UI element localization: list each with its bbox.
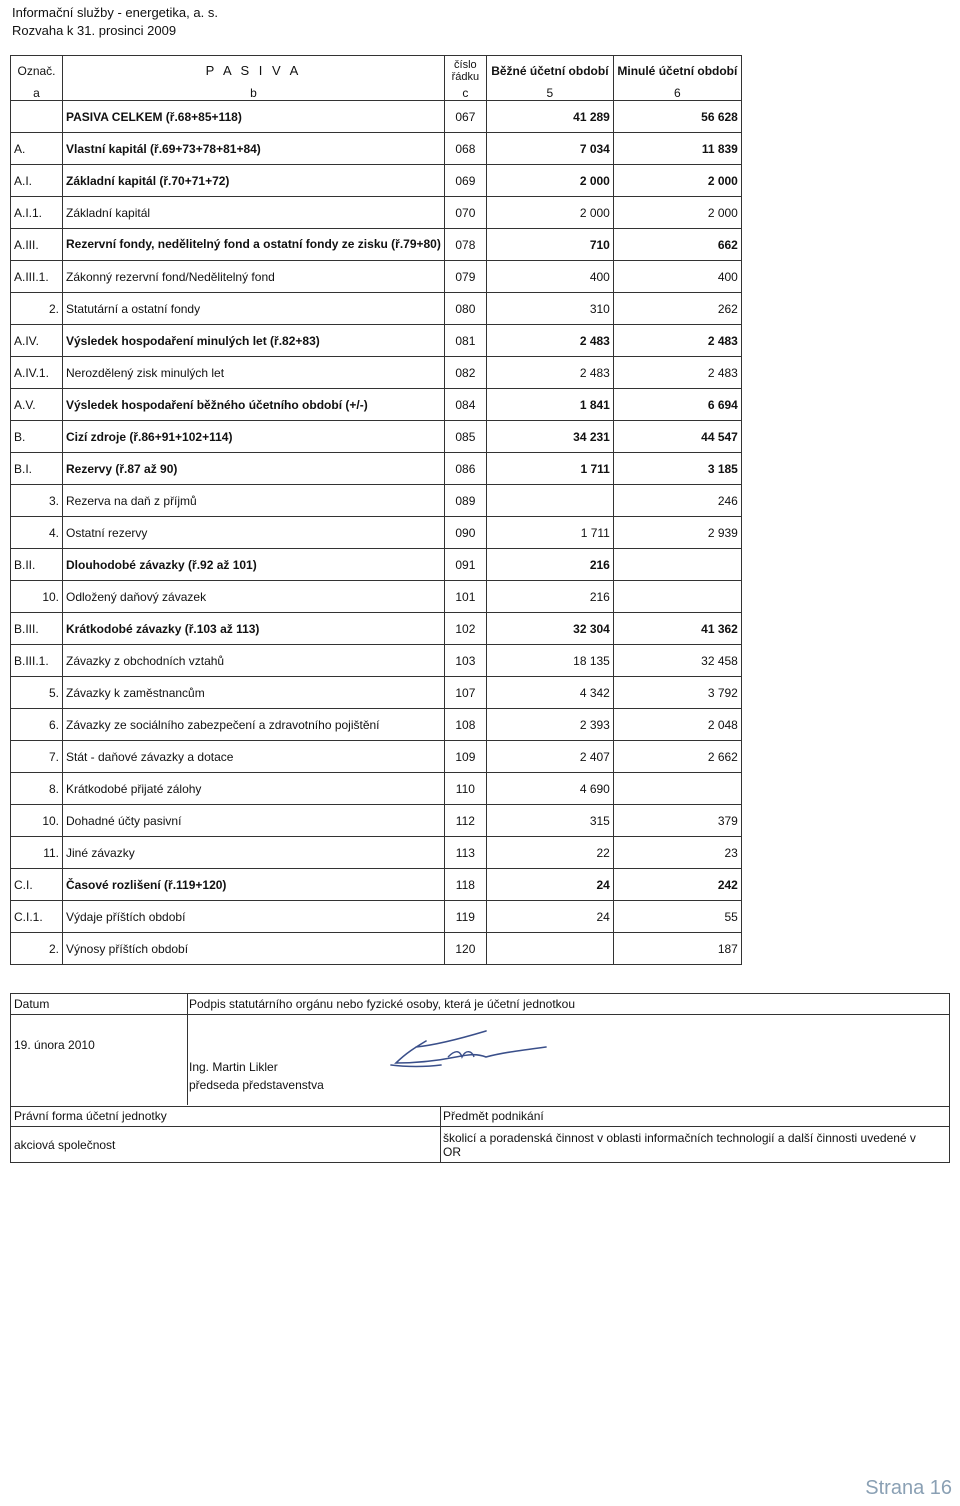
row-current: 41 289 — [486, 101, 613, 133]
row-name: Základní kapitál (ř.70+71+72) — [63, 165, 445, 197]
predmet-value: školicí a poradenská činnost v oblasti informačních technologií a další činnosti uvedené v OR — [443, 1131, 916, 1159]
row-mark: 3. — [11, 485, 63, 517]
row-name: Cizí zdroje (ř.86+91+102+114) — [63, 421, 445, 453]
row-code: 085 — [444, 421, 486, 453]
row-previous: 187 — [613, 933, 741, 965]
col-letter-c: c — [444, 86, 486, 101]
row-mark: A.I. — [11, 165, 63, 197]
row-code: 082 — [444, 357, 486, 389]
row-current: 7 034 — [486, 133, 613, 165]
row-name: Závazky ze sociálního zabezpečení a zdravotního pojištění — [63, 709, 445, 741]
row-code: 080 — [444, 293, 486, 325]
row-previous: 2 048 — [613, 709, 741, 741]
row-previous: 23 — [613, 837, 741, 869]
row-current: 2 000 — [486, 197, 613, 229]
row-name: Výdaje příštích období — [63, 901, 445, 933]
table-row — [11, 581, 742, 613]
row-mark: A. — [11, 133, 63, 165]
row-name: Vlastní kapitál (ř.69+73+78+81+84) — [63, 133, 445, 165]
row-previous: 2 939 — [613, 517, 741, 549]
row-previous — [613, 549, 741, 581]
table-row — [11, 869, 742, 901]
row-mark: 2. — [11, 933, 63, 965]
col-header-bezne: Běžné účetní období — [486, 56, 613, 87]
row-current: 2 407 — [486, 741, 613, 773]
row-name: Krátkodobé závazky (ř.103 až 113) — [63, 613, 445, 645]
row-current: 32 304 — [486, 613, 613, 645]
row-mark: B.III. — [11, 613, 63, 645]
row-previous: 246 — [613, 485, 741, 517]
row-code: 118 — [444, 869, 486, 901]
row-previous: 56 628 — [613, 101, 741, 133]
row-mark: 5. — [11, 677, 63, 709]
table-row — [11, 389, 742, 421]
table-row — [11, 837, 742, 869]
col-letter-e: 6 — [613, 86, 741, 101]
row-name: Výsledek hospodaření minulých let (ř.82+83) — [63, 325, 445, 357]
row-code: 102 — [444, 613, 486, 645]
person-name: Ing. Martin Likler — [189, 1060, 278, 1074]
row-name: Výsledek hospodaření běžného účetního období (+/-) — [63, 389, 445, 421]
row-name: Výnosy příštích období — [63, 933, 445, 965]
row-name: Jiné závazky — [63, 837, 445, 869]
row-code: 113 — [444, 837, 486, 869]
row-code: 068 — [444, 133, 486, 165]
row-previous: 44 547 — [613, 421, 741, 453]
row-current: 22 — [486, 837, 613, 869]
row-current — [486, 485, 613, 517]
row-name: Statutární a ostatní fondy — [63, 293, 445, 325]
row-name: Rezervy (ř.87 až 90) — [63, 453, 445, 485]
row-code: 119 — [444, 901, 486, 933]
row-name: Dlouhodobé závazky (ř.92 až 101) — [63, 549, 445, 581]
row-current: 315 — [486, 805, 613, 837]
row-previous: 2 000 — [613, 165, 741, 197]
row-code: 067 — [444, 101, 486, 133]
row-code: 090 — [444, 517, 486, 549]
row-current: 4 342 — [486, 677, 613, 709]
row-previous: 32 458 — [613, 645, 741, 677]
table-row — [11, 357, 742, 389]
pravni-forma-value: akciová společnost — [14, 1138, 116, 1152]
row-previous: 262 — [613, 293, 741, 325]
row-code: 070 — [444, 197, 486, 229]
row-current: 18 135 — [486, 645, 613, 677]
row-previous: 2 662 — [613, 741, 741, 773]
row-current: 2 393 — [486, 709, 613, 741]
row-name: Nerozdělený zisk minulých let — [63, 357, 445, 389]
row-previous: 379 — [613, 805, 741, 837]
row-code: 079 — [444, 261, 486, 293]
row-current: 1 711 — [486, 517, 613, 549]
row-mark — [11, 101, 63, 133]
row-name: Rezerva na daň z příjmů — [63, 485, 445, 517]
row-name: PASIVA CELKEM (ř.68+85+118) — [63, 101, 445, 133]
row-mark: 2. — [11, 293, 63, 325]
table-row — [11, 261, 742, 293]
row-code: 086 — [444, 453, 486, 485]
row-code: 120 — [444, 933, 486, 965]
podpis-label: Podpis statutárního orgánu nebo fyzické osoby, která je účetní jednotkou — [189, 997, 576, 1011]
row-name: Krátkodobé přijaté zálohy — [63, 773, 445, 805]
row-current: 4 690 — [486, 773, 613, 805]
row-name: Základní kapitál — [63, 197, 445, 229]
row-code: 084 — [444, 389, 486, 421]
row-name: Odložený daňový závazek — [63, 581, 445, 613]
row-mark: C.I. — [11, 869, 63, 901]
table-row — [11, 165, 742, 197]
row-current: 24 — [486, 901, 613, 933]
table-row — [11, 453, 742, 485]
row-mark: B. — [11, 421, 63, 453]
person-role: předseda představenstva — [189, 1078, 324, 1092]
col-header-oznac: Označ. — [11, 56, 63, 87]
row-code: 107 — [444, 677, 486, 709]
row-code: 078 — [444, 229, 486, 261]
col-header-minule: Minulé účetní období — [613, 56, 741, 87]
company-name: Informační služby - energetika, a. s. — [12, 5, 218, 20]
row-name: Stát - daňové závazky a dotace — [63, 741, 445, 773]
row-code: 091 — [444, 549, 486, 581]
row-previous: 2 483 — [613, 325, 741, 357]
statement-title: Rozvaha k 31. prosinci 2009 — [12, 23, 177, 38]
row-mark: C.I.1. — [11, 901, 63, 933]
row-mark: 7. — [11, 741, 63, 773]
row-current: 216 — [486, 581, 613, 613]
row-previous: 400 — [613, 261, 741, 293]
row-code: 112 — [444, 805, 486, 837]
row-previous: 662 — [613, 229, 741, 261]
col-header-cislo-radku: číslo řádku — [444, 56, 486, 87]
row-mark: A.III.1. — [11, 261, 63, 293]
row-mark: A.I.1. — [11, 197, 63, 229]
row-previous: 6 694 — [613, 389, 741, 421]
signature-block — [10, 993, 950, 1163]
table-row — [11, 293, 742, 325]
row-name: Ostatní rezervy — [63, 517, 445, 549]
row-mark: 10. — [11, 581, 63, 613]
datum-label: Datum — [14, 997, 50, 1011]
row-mark: A.III. — [11, 229, 63, 261]
handwritten-signature — [386, 1027, 556, 1075]
row-current: 216 — [486, 549, 613, 581]
table-row — [11, 485, 742, 517]
row-current: 24 — [486, 869, 613, 901]
row-mark: 10. — [11, 805, 63, 837]
row-code: 103 — [444, 645, 486, 677]
table-row — [11, 229, 742, 261]
table-row — [11, 133, 742, 165]
row-name: Dohadné účty pasivní — [63, 805, 445, 837]
row-previous — [613, 773, 741, 805]
pravni-forma-label: Právní forma účetní jednotky — [14, 1109, 167, 1123]
row-current — [486, 933, 613, 965]
col-letter-a: a — [11, 86, 63, 101]
table-row — [11, 421, 742, 453]
table-row — [11, 709, 742, 741]
row-code: 108 — [444, 709, 486, 741]
table-row — [11, 517, 742, 549]
row-current: 1 841 — [486, 389, 613, 421]
predmet-label: Předmět podnikání — [443, 1109, 544, 1123]
row-previous: 242 — [613, 869, 741, 901]
row-code: 101 — [444, 581, 486, 613]
row-current: 400 — [486, 261, 613, 293]
row-mark: B.II. — [11, 549, 63, 581]
col-letter-b: b — [63, 86, 445, 101]
table-row — [11, 901, 742, 933]
signature-date: 19. února 2010 — [14, 1038, 95, 1052]
row-previous: 2 483 — [613, 357, 741, 389]
balance-sheet-table — [10, 55, 742, 965]
row-mark: 6. — [11, 709, 63, 741]
table-row — [11, 197, 742, 229]
row-name: Zákonný rezervní fond/Nedělitelný fond — [63, 261, 445, 293]
table-row — [11, 805, 742, 837]
row-current: 34 231 — [486, 421, 613, 453]
table-row — [11, 741, 742, 773]
table-row — [11, 549, 742, 581]
table-row — [11, 677, 742, 709]
row-mark: A.IV.1. — [11, 357, 63, 389]
row-current: 2 483 — [486, 325, 613, 357]
row-name: Závazky k zaměstnancům — [63, 677, 445, 709]
row-previous: 41 362 — [613, 613, 741, 645]
col-letter-d: 5 — [486, 86, 613, 101]
page-number: Strana 16 — [865, 1477, 952, 1499]
row-code: 089 — [444, 485, 486, 517]
row-previous: 3 185 — [613, 453, 741, 485]
row-previous: 3 792 — [613, 677, 741, 709]
table-row — [11, 773, 742, 805]
row-previous: 11 839 — [613, 133, 741, 165]
row-mark: B.III.1. — [11, 645, 63, 677]
row-current: 2 000 — [486, 165, 613, 197]
col-header-pasiva: P A S I V A — [63, 56, 445, 87]
row-current: 2 483 — [486, 357, 613, 389]
row-code: 110 — [444, 773, 486, 805]
row-previous: 2 000 — [613, 197, 741, 229]
table-row — [11, 645, 742, 677]
row-previous — [613, 581, 741, 613]
table-row — [11, 325, 742, 357]
row-code: 109 — [444, 741, 486, 773]
row-current: 1 711 — [486, 453, 613, 485]
row-code: 069 — [444, 165, 486, 197]
table-row — [11, 933, 742, 965]
row-name: Časové rozlišení (ř.119+120) — [63, 869, 445, 901]
row-mark: 11. — [11, 837, 63, 869]
row-current: 310 — [486, 293, 613, 325]
row-code: 081 — [444, 325, 486, 357]
row-mark: 8. — [11, 773, 63, 805]
row-mark: A.IV. — [11, 325, 63, 357]
row-name: Rezervní fondy, nedělitelný fond a ostatní fondy ze zisku (ř.79+80) — [63, 229, 445, 261]
row-mark: B.I. — [11, 453, 63, 485]
row-name: Závazky z obchodních vztahů — [63, 645, 445, 677]
row-current: 710 — [486, 229, 613, 261]
row-mark: 4. — [11, 517, 63, 549]
row-previous: 55 — [613, 901, 741, 933]
table-row — [11, 613, 742, 645]
table-row — [11, 101, 742, 133]
row-mark: A.V. — [11, 389, 63, 421]
